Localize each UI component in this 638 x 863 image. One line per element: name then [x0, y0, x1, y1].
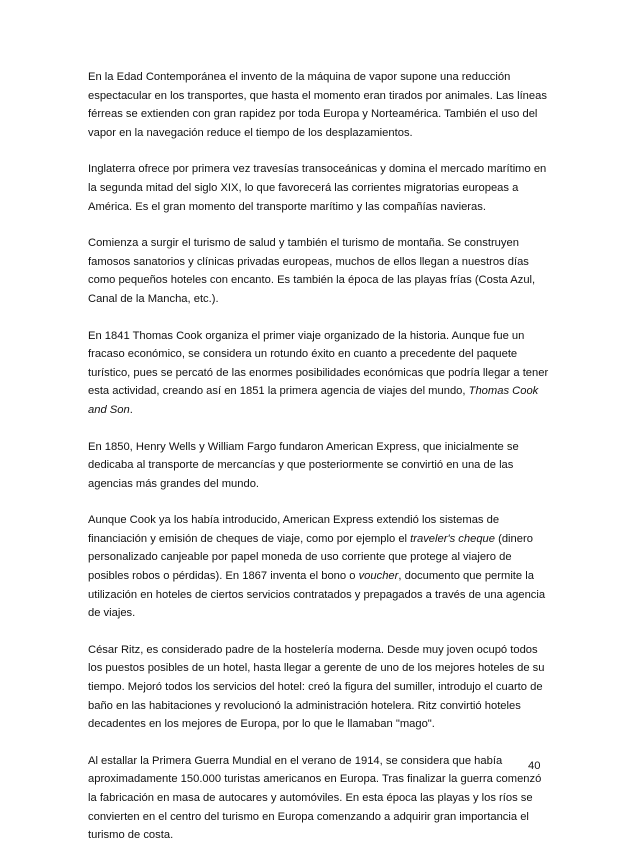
italic-text: traveler's cheque: [410, 532, 495, 545]
paragraph-england-maritime: [88, 160, 550, 216]
paragraph-travelers-cheque: [88, 511, 550, 623]
paragraph-text: En la Edad Contemporánea el invento de la máquina de vapor supone una reducción espectacular en los transportes, que hasta el momento eran tirados por animales. Las líneas férreas se extienden con gran rapidez por toda Europa y Norteamérica. También el uso del vapor en la navegación reduce el tiempo de los desplazamientos.: [88, 71, 547, 139]
paragraph-health-tourism: [88, 234, 550, 308]
paragraph-steam-engine: [88, 68, 550, 142]
paragraph-first-world-war: [88, 752, 550, 845]
paragraph-text: .: [129, 403, 133, 416]
italic-text: Thomas Cook and Son: [88, 385, 539, 416]
paragraph-text: César Ritz, es considerado padre de la hostelería moderna. Desde muy joven ocupó todos los puestos posibles de un hotel, hasta llegar a gerente de uno de los mejores hoteles de su tiempo. Mejoró todos los servicios del hotel: creó la figura del sumiller, introdujo el cuarto de baño en las habitaciones y revolucionó la administración hotelera. Ritz convirtió hoteles decadentes en los mejores de Europa, por lo que le llamaban "mago".: [88, 643, 545, 731]
paragraph-text: , documento que permite la utilización en hoteles de ciertos servicios contratados y prepagados a través de una agencia de viajes.: [88, 570, 546, 620]
paragraph-text: En 1841 Thomas Cook organiza el primer viaje organizado de la historia. Aunque fue un fracaso económico, se considera un rotundo éxito en cuanto a precedente del paquete turístico, pues se percató de las enormes posibilidades económicas que podría llegar a tener esta actividad, creando así en 1851 la primera agencia de viajes del mundo,: [88, 329, 549, 398]
body-text: [88, 68, 550, 863]
paragraph-text: (dinero personalizado canjeable por papel moneda de uso corriente que protege al viajero de posibles robos o pérdidas). En 1867 inventa el bono o: [88, 532, 533, 583]
paragraph-text: Comienza a surgir el turismo de salud y también el turismo de montaña. Se construyen famosos sanatorios y clínicas privadas europeas, muchos de ellos llegan a nuestros días como pequeños hoteles con encanto. Es también la época de las playas frías (Costa Azul, Canal de la Mancha, etc.).: [88, 237, 536, 305]
paragraph-american-express: [88, 438, 550, 494]
paragraph-text: Aunque Cook ya los había introducido, American Express extendió los sistemas de financiación y emisión de cheques de viaje, como por ejemplo el: [88, 514, 500, 545]
italic-text: voucher: [358, 570, 399, 583]
paragraph-text: En 1850, Henry Wells y William Fargo fundaron American Express, que inicialmente se dedicaba al transporte de mercancías y que posteriormente se convirtió en una de las agencias más grandes del mundo.: [88, 440, 519, 490]
paragraph-thomas-cook: [88, 327, 550, 420]
paragraph-cesar-ritz: [88, 641, 550, 734]
paragraph-text: Al estallar la Primera Guerra Mundial en el verano de 1914, se considera que había aproximadamente 150.000 turistas americanos en Europa. Tras finalizar la guerra comenzó la fabricación en masa de autocares y automóviles. En esta época las playas y los ríos se convierten en el centro del turismo en Europa comenzando a adquirir gran importancia el turismo de costa.: [88, 754, 542, 842]
paragraph-text: Inglaterra ofrece por primera vez travesías transoceánicas y domina el mercado marítimo en la segunda mitad del siglo XIX, lo que favorecerá las corrientes migratorias europeas a América. Es el gran momento del transporte marítimo y las compañías navieras.: [88, 163, 547, 213]
page-number: 40: [528, 760, 541, 772]
